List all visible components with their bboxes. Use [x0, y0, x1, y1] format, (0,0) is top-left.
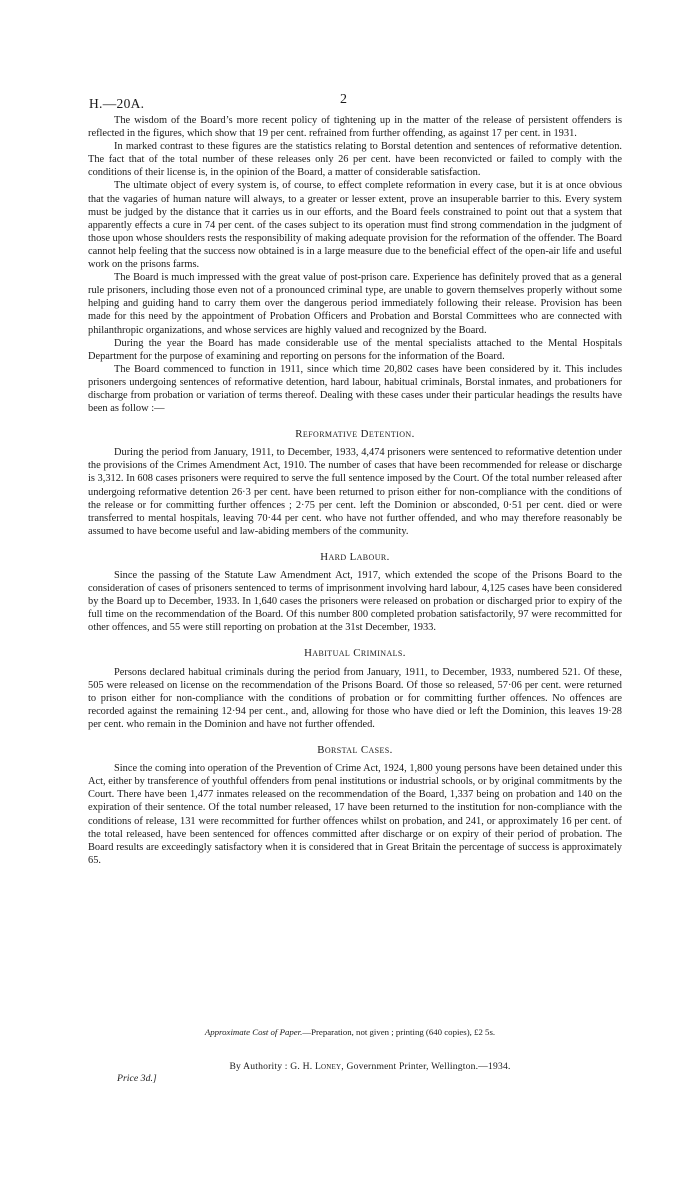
section-paragraph-borstal-cases: Since the coming into operation of the Prevention of Crime Act, 1924, 1,800 young persons have been detained under this Act, either by transference of youthful offenders from penal institutions or industrial schools, or by original commitments by the Court. There have been 1,477 inmates released on the recommendation of the Board, 1,337 being on probation and 140 on the expiration of their sentence. Of the total number released, 17 have been returned to the institution for non-compliance with the conditions of release, 131 were recommitted for further offences whilst on probation, and 241, or approximately 16 per cent. of the total released, have been sentenced for offences committed after discharge or on expiry of their period of probation. The Board results are exceedingly satisfactory when it is considered that in Great Britain the percentage of success is approximately 65.	[88, 763, 622, 866]
printer-authority-line	[0, 1061, 700, 1072]
intro-paragraph-6: The Board commenced to function in 1911, since which time 20,802 cases have been considered by it. This includes prisoners undergoing sentences of reformative detention, hard labour, habitual criminals, Borstal inmates, and probationers for discharge from probation or variation of terms thereof. Dealing with these cases under their particular headings the results have been as follow :—	[88, 363, 622, 415]
section-heading-hard-labour: Hard Labour.	[320, 550, 390, 563]
authority-suffix: Government Printer, Wellington.—1934.	[346, 1061, 511, 1072]
section-paragraph-hard-labour: Since the passing of the Statute Law Amendment Act, 1917, which extended the scope of the Prisons Board to the consideration of cases of prisoners sentenced to terms of imprisonment involving hard labour, 4,125 cases have been considered by the Board up to December, 1933. In 1,640 cases the prisoners were released on probation or discharged prior to expiry of the full time on the recommendation of the Board. Of this number 800 completed probation satisfactorily, 97 were recommitted for other offences, and 55 were still reporting on probation at the 31st December, 1933.	[88, 570, 622, 634]
body-text	[88, 114, 622, 867]
section-heading-habitual-criminals: Habitual Criminals.	[304, 647, 406, 660]
section-heading-reformative-detention: Reformative Detention.	[295, 428, 415, 441]
document-reference: H.—20A.	[89, 96, 145, 111]
price-label: Price 3d.]	[117, 1073, 157, 1084]
cost-text: —Preparation, not given ; printing (640 copies), £2 5s.	[302, 1027, 496, 1037]
intro-paragraph-3: The ultimate object of every system is, of course, to effect complete reformation in every case, but it is at once obvious that the vagaries of human nature will always, to a greater or lesser extent, prove an insuperable barrier to this. Every system must be judged by the distance that it carries us in our efforts, and the Board feels constrained to point out that a system that apparently effects a cure in 74 per cent. of the cases subject to its operation must find strong commendation in the judgment of those upon whose shoulders rests the responsibility of making adequate provision for the reformation of the offender. The Board cannot help feeling that the success now obtained is in a large measure due to the beneficial effect of the open-air life and useful work on the prisons farms.	[88, 180, 622, 271]
section-heading-borstal-cases: Borstal Cases.	[317, 744, 393, 757]
section-paragraph-reformative-detention: During the period from January, 1911, to December, 1933, 4,474 prisoners were sentenced to reformative detention under the provisions of the Crimes Amendment Act, 1910. The number of cases that have been recommended for release or discharge is 3,312. In 608 cases prisoners were required to serve the full sentence imposed by the Court. Of the total number released after undergoing reformative detention 26·3 per cent. have been returned to prison either for non-compliance with the conditions of the release or for committing further offences ; 2·75 per cent. left the Dominion or absconded, 0·51 per cent. died or were transferred to mental hospitals, leaving 70·44 per cent. who have not further offended, and who may therefore reasonably be assumed to have become useful and law-abiding members of the community.	[88, 447, 622, 537]
intro-paragraph-5: During the year the Board has made considerable use of the mental specialists attached to the Mental Hospitals Department for the purpose of examining and reporting on persons for the information of the Board.	[88, 337, 622, 362]
cost-of-paper-note	[0, 1027, 700, 1037]
intro-paragraph-2: In marked contrast to these figures are the statistics relating to Borstal detention and sentences of reformative detention. The fact that of the total number of these releases only 26 per cent. have been reconvicted or failed to comply with the conditions of their license is, in the opinion of the Board, a matter of considerable satisfaction.	[88, 141, 622, 179]
section-paragraph-habitual-criminals: Persons declared habitual criminals during the period from January, 1911, to December, 1933, numbered 521. Of these, 505 were released on license on the recommendation of the Prisons Board. Of those so released, 57·06 per cent. were returned to prison either for non-compliance with the conditions of probation or for committing further offences. No offences are recorded against the remaining 12·94 per cent., and, allowing for those who have died or left the Dominion, this leaves 19·28 per cent. who remain in the Dominion and have not further offended.	[88, 666, 622, 730]
authority-prefix: By Authority :	[229, 1061, 288, 1072]
page-number: 2	[340, 92, 347, 107]
intro-paragraph-4: The Board is much impressed with the great value of post-prison care. Experience has definitely proved that as a general rule prisoners, including those even not of a pronounced criminal type, are unable to govern themselves properly without some helping and guiding hand to carry them over the dangerous period immediately following their release. Provision has been made for this need by the appointment of Probation Officers and Probation and Borstal Committees who are connected with philanthropic organizations, and whose services are highly valued and recognized by the Board.	[88, 272, 622, 336]
printer-name: G. H. Loney,	[290, 1061, 344, 1072]
intro-paragraph-1: The wisdom of the Board’s more recent policy of tightening up in the matter of the release of persistent offenders is reflected in the figures, which show that 19 per cent. refrained from further offending, as against 17 per cent. in 1931.	[88, 115, 622, 140]
cost-label: Approximate Cost of Paper.	[204, 1027, 303, 1037]
